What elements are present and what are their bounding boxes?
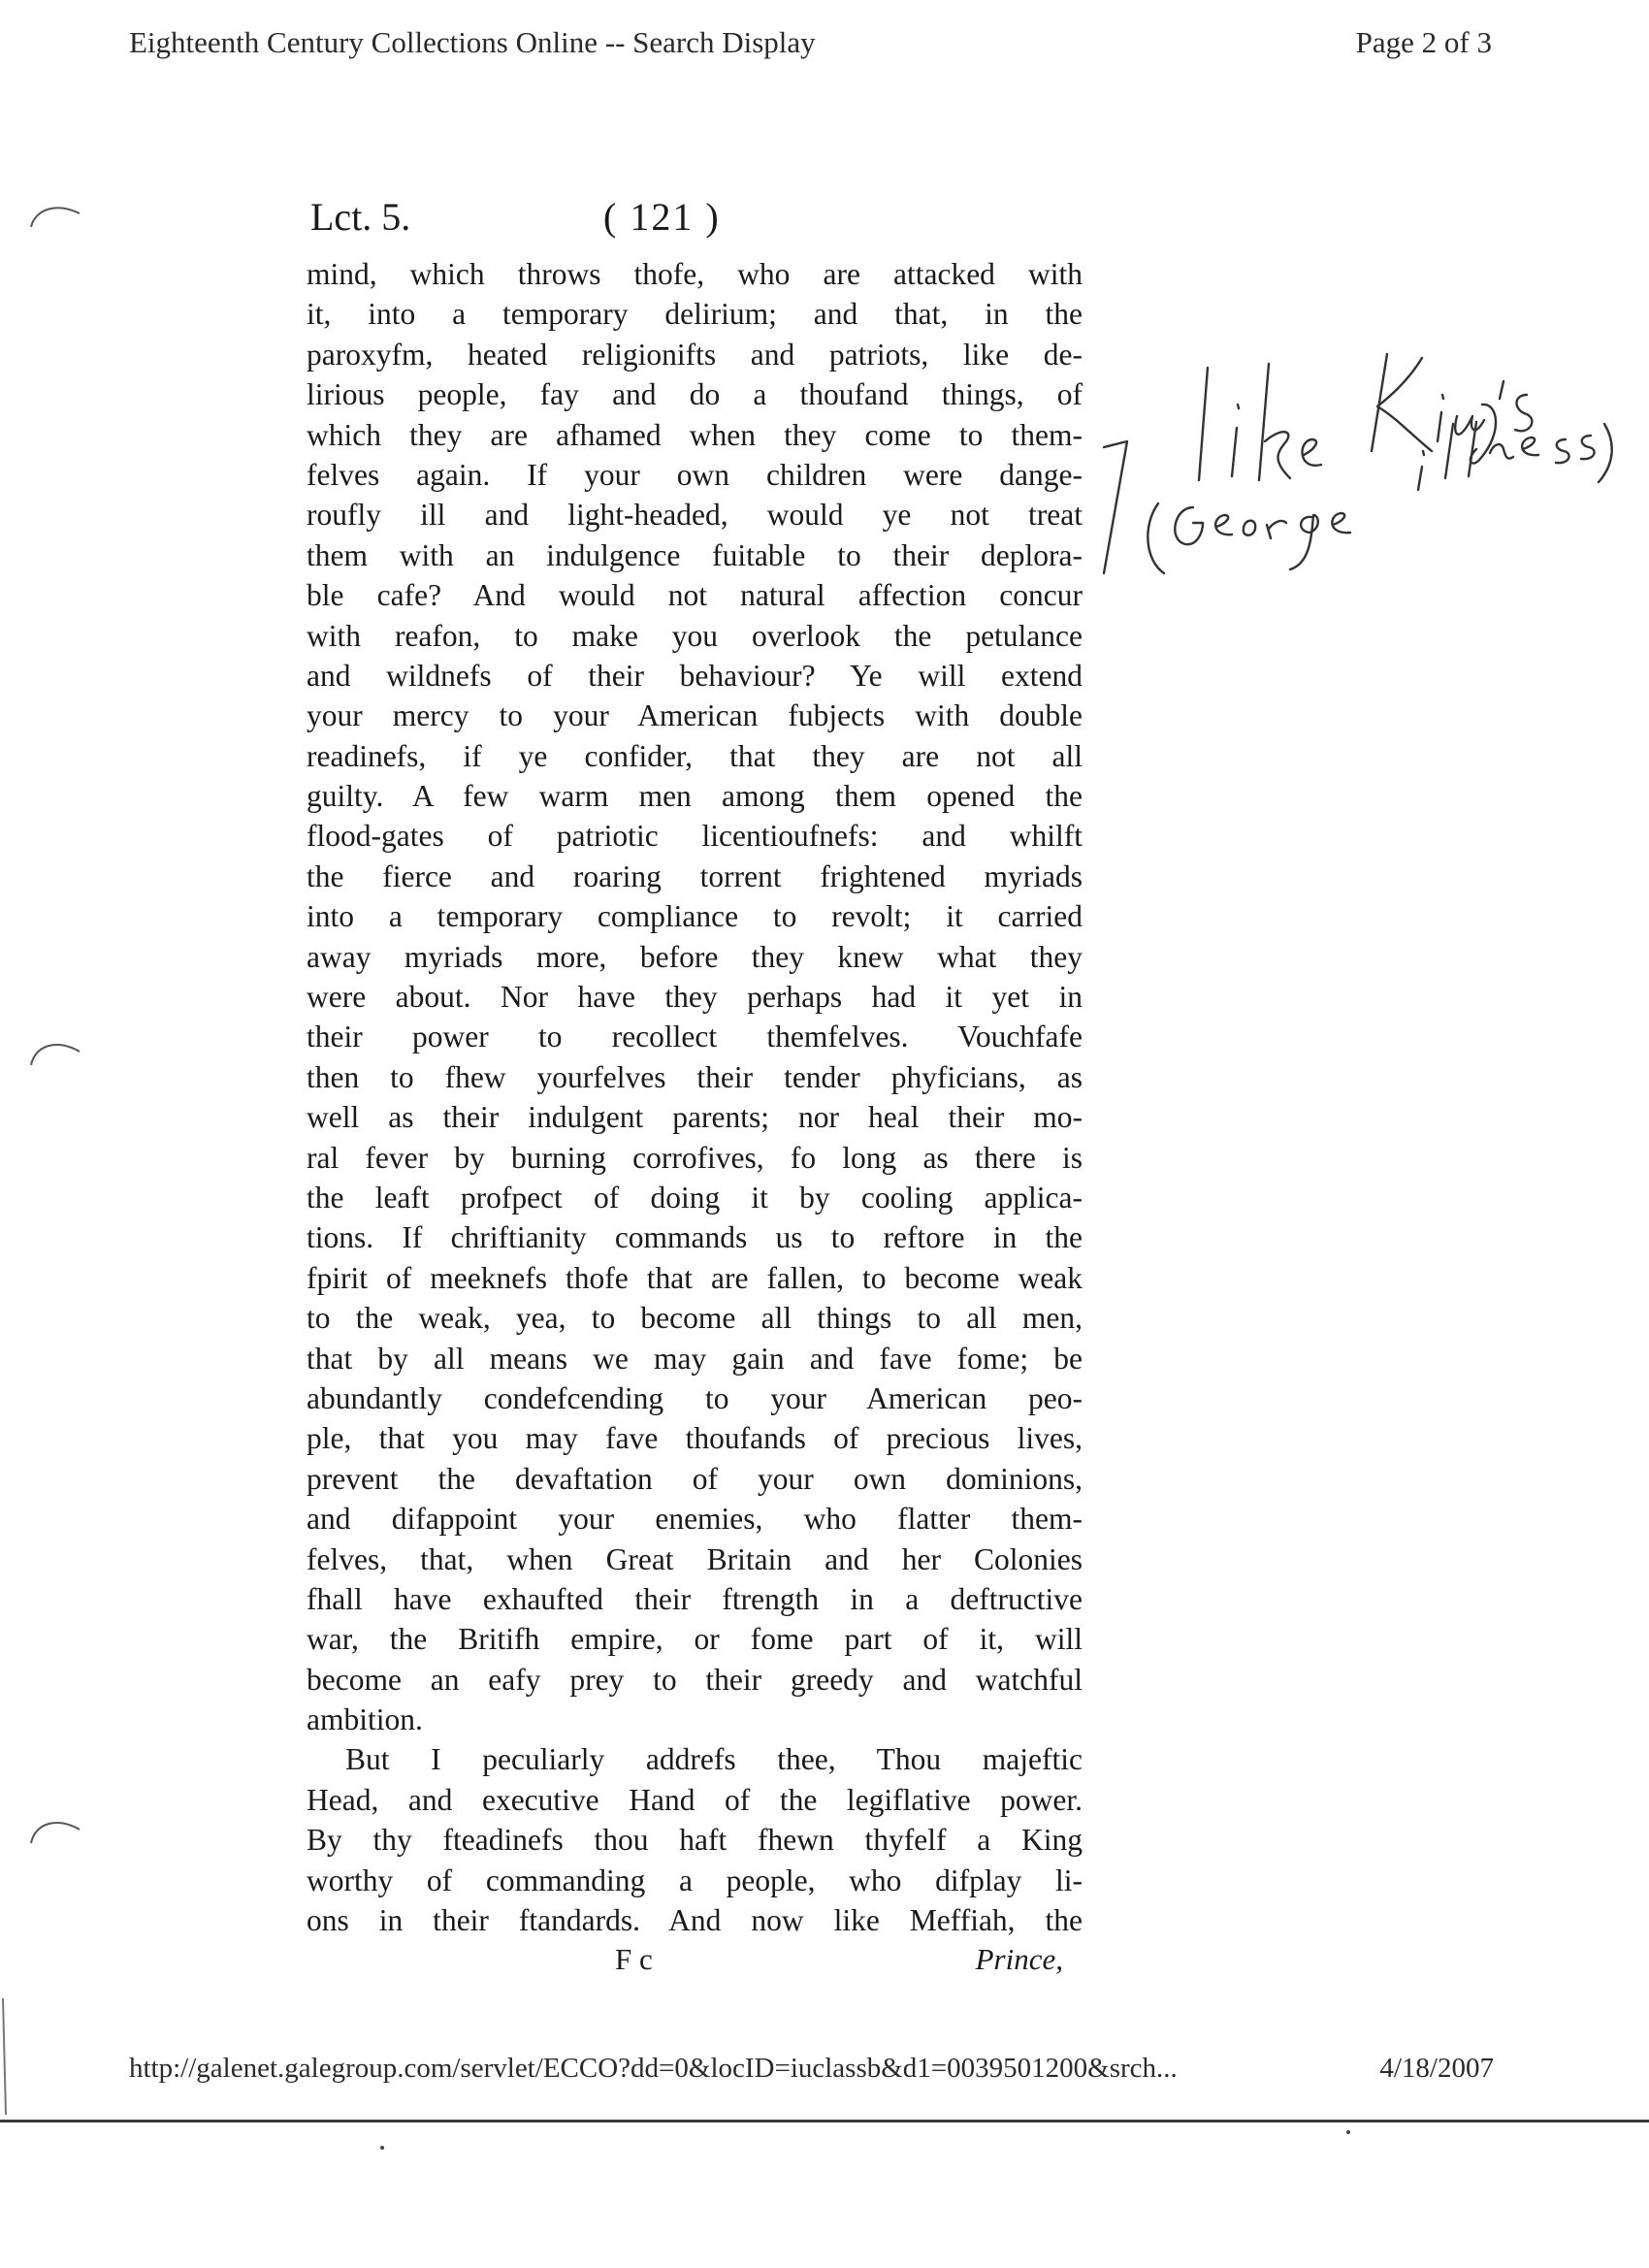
- text-line: them with an indulgence fuitable to their deplora-: [307, 537, 1083, 572]
- page-number: ( 121 ): [603, 195, 721, 239]
- text-line: war, the Britifh empire, or fome part of it, will: [307, 1622, 1083, 1657]
- browser-page-indicator: Page 2 of 3: [1355, 25, 1492, 59]
- browser-print-title: Eighteenth Century Collections Online -- Search Display: [129, 25, 816, 59]
- text-line: then to fhew yourfelves their tender phyficians, as: [307, 1059, 1083, 1094]
- running-head-letter: Lct. 5.: [310, 195, 411, 239]
- text-line: well as their indulgent parents; nor heal their mo-: [307, 1100, 1083, 1135]
- browser-print-date: 4/18/2007: [1379, 2053, 1494, 2084]
- scan-bottom-edge: [0, 2120, 1649, 2122]
- text-line: to the weak, yea, to become all things to all men,: [307, 1301, 1083, 1336]
- scan-speck: [380, 2146, 384, 2150]
- text-line: fhall have exhaufted their ftrength in a deftructive: [307, 1581, 1083, 1616]
- text-line: your mercy to your American fubjects with double: [307, 698, 1083, 733]
- text-line: worthy of commanding a people, who difplay li-: [307, 1863, 1083, 1897]
- text-line: their power to recollect themfelves. Vouchfafe: [307, 1020, 1083, 1054]
- text-line: lirious people, fay and do a thoufand things, of: [307, 377, 1083, 412]
- margin-punch-mark: [21, 194, 89, 233]
- handwritten-annotation-text: [1077, 340, 1098, 341]
- text-line: which they are afhamed when they come to them-: [307, 417, 1083, 452]
- text-line: guilty. A few warm men among them opened the: [307, 779, 1083, 814]
- text-line: ple, that you may fave thoufands of precious lives,: [307, 1421, 1083, 1456]
- text-line: But I peculiarly addrefs thee, Thou majeftic: [345, 1742, 1083, 1777]
- scanned-page: [307, 194, 1083, 1985]
- text-line: paroxyfm, heated religionifts and patriots, like de-: [307, 337, 1083, 372]
- text-line: ons in their ftandards. And now like Meffiah, the: [307, 1903, 1083, 1938]
- text-line: abundantly condefcending to your American peo-: [307, 1380, 1083, 1415]
- page-signature-row: [307, 1942, 1083, 1985]
- handwritten-annotation: [1096, 335, 1639, 587]
- text-line: the leaft profpect of doing it by cooling applica-: [307, 1180, 1083, 1215]
- text-line: prevent the devaftation of your own dominions,: [307, 1461, 1083, 1496]
- text-line: felves again. If your own children were dange-: [307, 457, 1083, 492]
- text-line: ral fever by burning corrofives, fo long as there is: [307, 1140, 1083, 1175]
- text-line: away myriads more, before they knew what they: [307, 939, 1083, 974]
- text-line: mind, which throws thofe, who are attacked with: [307, 257, 1083, 291]
- text-line: felves, that, when Great Britain and her Colonies: [307, 1541, 1083, 1576]
- signature-mark: F c: [615, 1942, 653, 1977]
- text-line: fpirit of meeknefs thofe that are fallen, to become weak: [307, 1260, 1083, 1295]
- text-line: By thy fteadinefs thou haft fhewn thyfelf a King: [307, 1823, 1083, 1858]
- text-line: become an eafy prey to their greedy and watchful: [307, 1662, 1083, 1697]
- text-line: that by all means we may gain and fave fome; be: [307, 1341, 1083, 1376]
- page-running-head: [307, 194, 1083, 252]
- catchword: Prince,: [975, 1942, 1063, 1977]
- text-line: flood-gates of patriotic licentioufnefs: and whilft: [307, 819, 1083, 854]
- text-line: readinefs, if ye confider, that they are not all: [307, 738, 1083, 773]
- text-line: tions. If chriftianity commands us to reftore in the: [307, 1220, 1083, 1255]
- page-text: [307, 254, 1083, 1940]
- text-line: with reafon, to make you overlook the petulance: [307, 618, 1083, 653]
- text-line: roufly ill and light-headed, would ye not treat: [307, 498, 1083, 533]
- text-line: were about. Nor have they perhaps had it yet in: [307, 980, 1083, 1015]
- text-line: Head, and executive Hand of the legiflative power.: [307, 1782, 1083, 1817]
- margin-punch-mark: [21, 1808, 89, 1847]
- text-line: it, into a temporary delirium; and that, in the: [307, 297, 1083, 332]
- browser-print-url: http://galenet.galegroup.com/servlet/ECCO?dd=0&locID=iuclassb&d1=0039501200&srch...: [129, 2053, 1178, 2084]
- text-line: the fierce and roaring torrent frightened myriads: [307, 859, 1083, 893]
- text-line: into a temporary compliance to revolt; it carried: [307, 899, 1083, 934]
- text-line: and wildnefs of their behaviour? Ye will extend: [307, 658, 1083, 693]
- scan-edge-mark: [0, 1998, 14, 2124]
- scan-speck: [1346, 2130, 1350, 2134]
- text-line: ambition.: [307, 1702, 423, 1737]
- text-line: and difappoint your enemies, who flatter them-: [307, 1502, 1083, 1537]
- text-line: ble cafe? And would not natural affection concur: [307, 578, 1083, 613]
- margin-punch-mark: [21, 1030, 89, 1069]
